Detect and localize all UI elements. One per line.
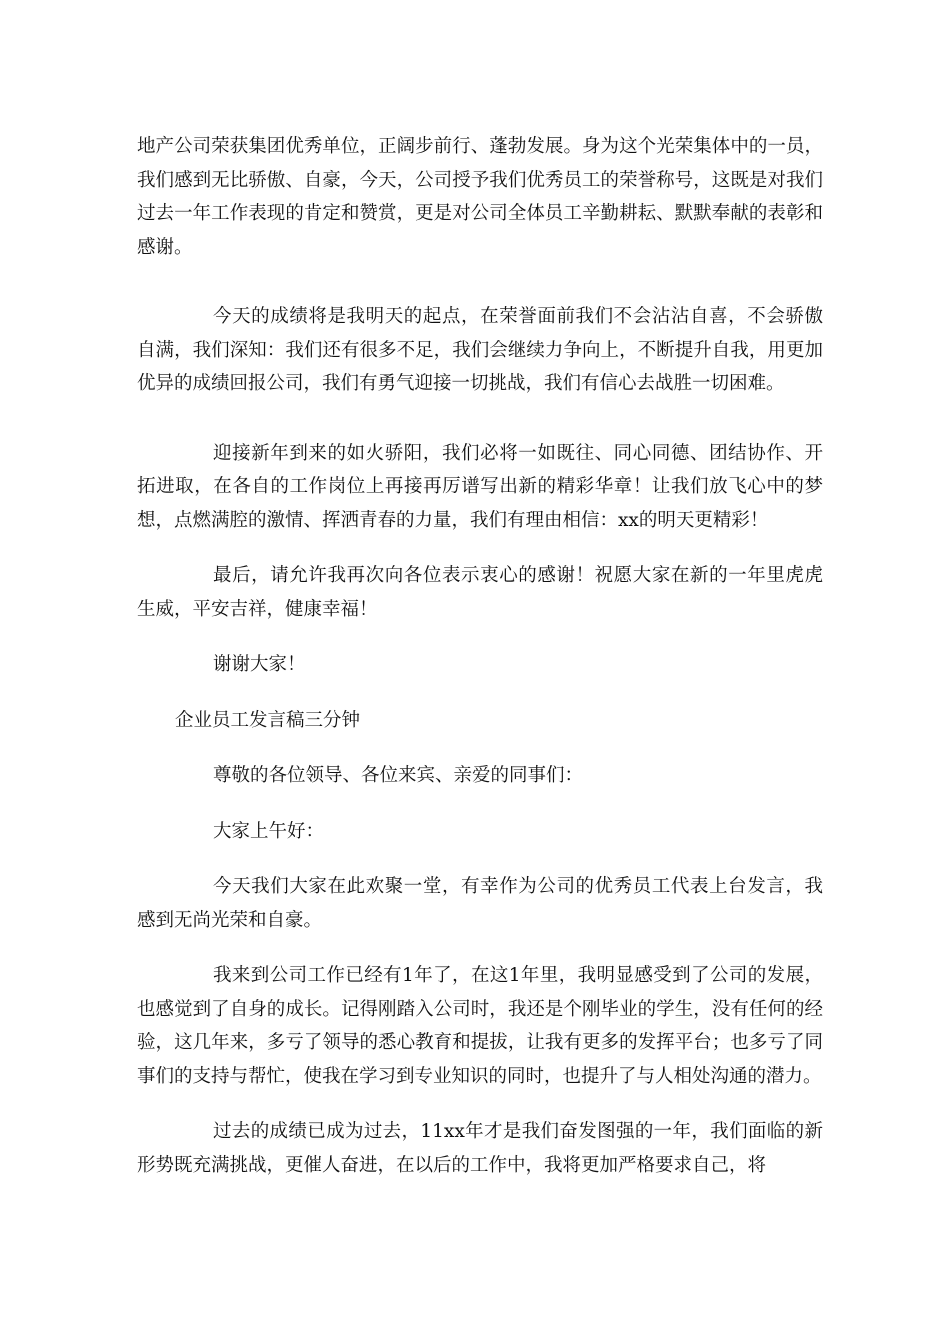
paragraph-3: 迎接新年到来的如火骄阳，我们必将一如既往、同心同德、团结协作、开拓进取，在各自的工作岗位上再接再厉谱写出新的精彩华章！让我们放飞心中的梦想，点燃满腔的激情、挥洒青春的力量，我们有理由相信：xx的明天更精彩！	[137, 442, 823, 531]
paragraph-2: 今天的成绩将是我明天的起点，在荣誉面前我们不会沾沾自喜，不会骄傲自满，我们深知：我们还有很多不足，我们会继续力争向上，不断提升自我，用更加优异的成绩回报公司，我们有勇气迎接一切挑战，我们有信心去战胜一切困难。	[137, 306, 823, 394]
paragraph-4: 最后，请允许我再次向各位表示衷心的感谢！祝愿大家在新的一年里虎虎生威，平安吉祥，健康幸福！	[137, 565, 823, 620]
document-page	[137, 130, 823, 1182]
salutation: 尊敬的各位领导、各位来宾、亲爱的同事们：	[213, 765, 584, 786]
paragraph-1: 地产公司荣获集团优秀单位，正阔步前行、蓬勃发展。身为这个光荣集体中的一员，我们感到无比骄傲、自豪，今天，公司授予我们优秀员工的荣誉称号，这既是对我们过去一年工作表现的肯定和赞赏，更是对公司全体员工辛勤耕耘、默默奉献的表彰和感谢。	[137, 136, 823, 258]
paragraph-11: 过去的成绩已成为过去，11xx年才是我们奋发图强的一年，我们面临的新形势既充满挑战，更催人奋进，在以后的工作中，我将更加严格要求自己，将	[137, 1121, 823, 1176]
greeting: 大家上午好：	[213, 820, 325, 842]
paragraph-5: 谢谢大家！	[213, 654, 306, 675]
paragraph-10: 我来到公司工作已经有1年了，在这1年里，我明显感受到了公司的发展，也感觉到了自身的成长。记得刚踏入公司时，我还是个刚毕业的学生，没有任何的经验，这几年来，多亏了领导的悉心教育和提拔，让我有更多的发挥平台；也多亏了同事们的支持与帮忙，使我在学习到专业知识的同时，也提升了与人相处沟通的潜力。	[137, 965, 823, 1087]
section-heading: 企业员工发言稿三分钟	[175, 709, 361, 731]
paragraph-9: 今天我们大家在此欢聚一堂，有幸作为公司的优秀员工代表上台发言，我感到无尚光荣和自豪。	[137, 876, 823, 931]
